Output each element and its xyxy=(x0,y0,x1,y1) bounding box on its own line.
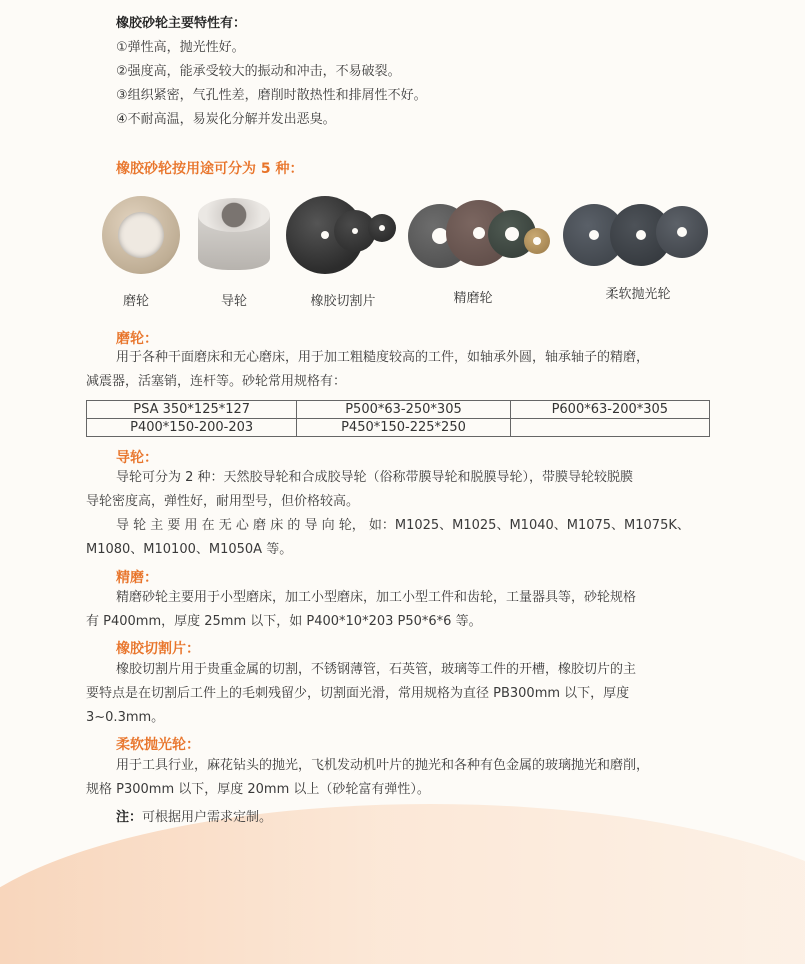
footnote xyxy=(116,806,272,825)
product-caption: 柔软抛光轮 xyxy=(605,287,671,302)
section-heading-grinding: 磨轮： xyxy=(116,331,158,347)
section-heading-guide: 导轮： xyxy=(116,450,158,466)
decorative-wave xyxy=(0,804,805,964)
product-caption: 导轮 xyxy=(220,294,247,309)
table-row xyxy=(87,401,710,419)
feature-item: ④不耐高温，易炭化分解并发出恶臭。 xyxy=(116,112,336,127)
cutting-description: 橡胶切割片用于贵重金属的切割，不锈钢薄管，石英管，玻璃等工件的开槽，橡胶切片的主 要特点是在切割后工件上的毛刺残留少，切割面光滑，常用规格为直径 PB300mm 以下，厚度 3~0.3mm。 xyxy=(86,662,637,725)
table-cell: P400*150-200-203 xyxy=(87,419,297,437)
grinding-description: 用于各种干面磨床和无心磨床，用于加工粗糙度较高的工件，如轴承外圆，轴承轴子的精磨， 减震器，活塞销，连杆等。砂轮常用规格有： xyxy=(86,350,650,389)
section-heading-polishing: 柔软抛光轮： xyxy=(116,737,200,753)
feature-item: ③组织紧密，气孔性差，磨削时散热性和排屑性不好。 xyxy=(116,88,427,103)
product-caption: 磨轮 xyxy=(122,294,149,309)
footnote-label: 注： xyxy=(116,810,143,825)
footnote-text: 可根据用户需求定制。 xyxy=(142,810,273,825)
table-cell: P450*150-225*250 xyxy=(297,419,510,437)
feature-item: ①弹性高，抛光性好。 xyxy=(116,40,245,55)
section-heading-cutting: 橡胶切割片： xyxy=(116,641,200,657)
spec-table xyxy=(86,400,710,437)
polishing-description: 用于工具行业，麻花钻头的抛光，飞机发动机叶片的抛光和各种有色金属的玻璃抛光和磨削， 规格 P300mm 以下，厚度 20mm 以上（砂轮富有弹性）。 xyxy=(86,758,650,797)
table-cell: PSA 350*125*127 xyxy=(87,401,297,419)
feature-item: ②强度高，能承受较大的振动和冲击，不易破裂。 xyxy=(116,64,401,79)
table-cell: P500*63-250*305 xyxy=(297,401,510,419)
features-title: 橡胶砂轮主要特性有： xyxy=(116,16,247,31)
table-cell xyxy=(510,419,709,437)
section-heading-fine: 精磨： xyxy=(116,570,158,586)
table-row xyxy=(87,419,710,437)
classification-title: 橡胶砂轮按用途可分为 5 种： xyxy=(116,161,304,177)
fine-description: 精磨砂轮主要用于小型磨床，加工小型磨床，加工小型工件和齿轮，工量器具等，砂轮规格 有 P400mm，厚度 25mm 以下，如 P400*10*203 P50*6*6 等。 xyxy=(86,590,637,629)
product-caption: 橡胶切割片 xyxy=(310,294,376,309)
guide-description: 导轮可分为 2 种：天然胶导轮和合成胶导轮（俗称带膜导轮和脱膜导轮），带膜导轮较脱膜 导轮密度高，弹性好，耐用型号，但价格较高。 导 轮 主 要 用 在 无 心 磨 床 的 导 向 轮， 如：M1025、M1025、M1040、M1075、M1075K、 M1080、M10100、M1050A 等。 xyxy=(86,470,690,557)
product-caption: 精磨轮 xyxy=(453,291,493,306)
table-cell: P600*63-200*305 xyxy=(510,401,709,419)
